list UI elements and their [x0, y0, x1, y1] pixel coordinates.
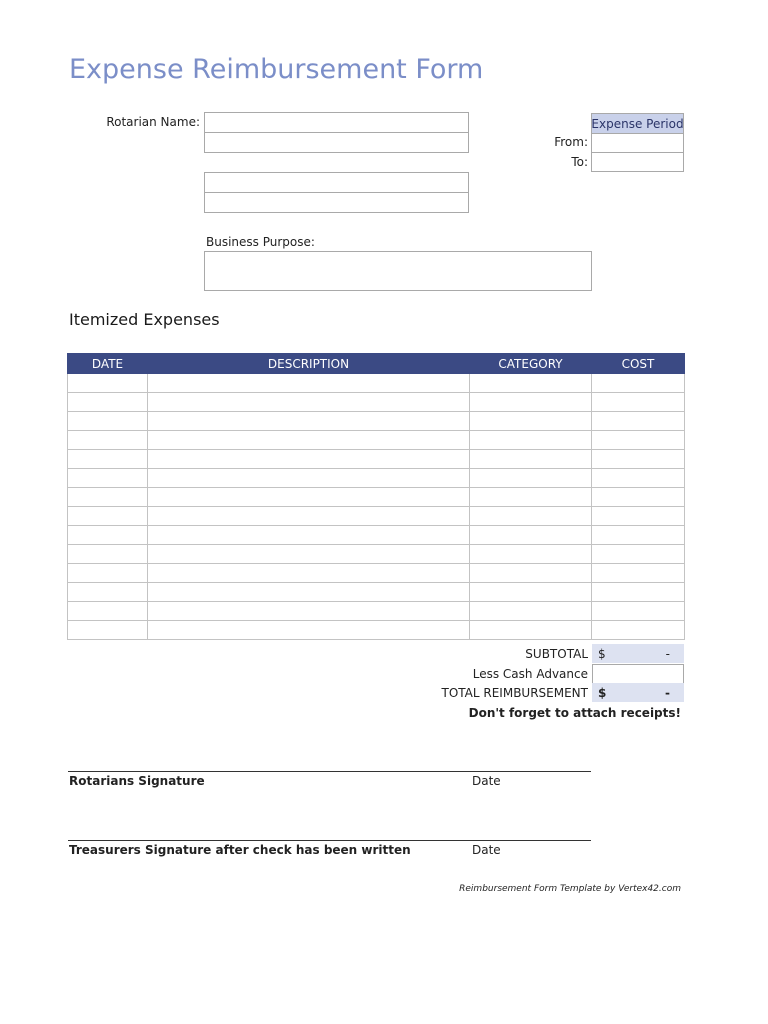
cost-cell[interactable] — [592, 431, 685, 450]
cost-cell[interactable] — [592, 450, 685, 469]
business-purpose-label: Business Purpose: — [206, 235, 315, 249]
date-cell[interactable] — [68, 564, 148, 583]
category-cell[interactable] — [470, 564, 592, 583]
column-header-category: CATEGORY — [470, 354, 592, 374]
description-cell[interactable] — [148, 602, 470, 621]
rotarian-signature-label: Rotarians Signature — [69, 774, 205, 788]
treasurer-signature-label: Treasurers Signature after check has been written — [69, 843, 411, 857]
description-cell[interactable] — [148, 583, 470, 602]
table-row — [68, 621, 685, 640]
date-cell[interactable] — [68, 450, 148, 469]
cost-cell[interactable] — [592, 602, 685, 621]
cost-cell[interactable] — [592, 621, 685, 640]
category-cell[interactable] — [470, 545, 592, 564]
cost-cell[interactable] — [592, 488, 685, 507]
date-cell[interactable] — [68, 374, 148, 393]
treasurer-signature-line[interactable] — [68, 840, 591, 841]
date-cell[interactable] — [68, 393, 148, 412]
subtotal-currency: $ — [598, 646, 606, 661]
address-field-2[interactable] — [204, 192, 469, 213]
table-row — [68, 469, 685, 488]
table-row — [68, 507, 685, 526]
category-cell[interactable] — [470, 488, 592, 507]
cost-cell[interactable] — [592, 393, 685, 412]
description-cell[interactable] — [148, 545, 470, 564]
date-cell[interactable] — [68, 431, 148, 450]
table-row — [68, 488, 685, 507]
column-header-date: DATE — [68, 354, 148, 374]
date-cell[interactable] — [68, 488, 148, 507]
itemized-expenses-table — [67, 353, 685, 640]
category-cell[interactable] — [470, 431, 592, 450]
table-row — [68, 374, 685, 393]
period-to-field[interactable] — [591, 152, 684, 172]
form-title: Expense Reimbursement Form — [69, 54, 484, 85]
category-cell[interactable] — [470, 621, 592, 640]
total-reimbursement-value — [592, 683, 684, 702]
rotarian-name-field-1[interactable] — [204, 112, 469, 133]
date-cell[interactable] — [68, 583, 148, 602]
date-cell[interactable] — [68, 469, 148, 488]
category-cell[interactable] — [470, 507, 592, 526]
description-cell[interactable] — [148, 526, 470, 545]
column-header-cost: COST — [592, 354, 685, 374]
description-cell[interactable] — [148, 507, 470, 526]
column-header-description: DESCRIPTION — [148, 354, 470, 374]
description-cell[interactable] — [148, 564, 470, 583]
cost-cell[interactable] — [592, 545, 685, 564]
expense-period-heading: Expense Period — [591, 113, 684, 134]
cost-cell[interactable] — [592, 564, 685, 583]
treasurer-date-label: Date — [472, 843, 501, 857]
footer-credit: Reimbursement Form Template by Vertex42.com — [459, 884, 681, 894]
rotarian-name-label: Rotarian Name: — [106, 115, 200, 129]
address-field-1[interactable] — [204, 172, 469, 193]
date-cell[interactable] — [68, 412, 148, 431]
description-cell[interactable] — [148, 450, 470, 469]
category-cell[interactable] — [470, 469, 592, 488]
rotarian-name-field-2[interactable] — [204, 132, 469, 153]
category-cell[interactable] — [470, 526, 592, 545]
table-row — [68, 564, 685, 583]
table-row — [68, 431, 685, 450]
from-label: From: — [554, 135, 588, 149]
category-cell[interactable] — [470, 450, 592, 469]
receipts-reminder: Don't forget to attach receipts! — [468, 706, 681, 720]
total-reimbursement-label: TOTAL REIMBURSEMENT — [441, 686, 588, 700]
cost-cell[interactable] — [592, 412, 685, 431]
table-row — [68, 450, 685, 469]
category-cell[interactable] — [470, 583, 592, 602]
cost-cell[interactable] — [592, 526, 685, 545]
description-cell[interactable] — [148, 374, 470, 393]
date-cell[interactable] — [68, 602, 148, 621]
rotarian-signature-line[interactable] — [68, 771, 591, 772]
date-cell[interactable] — [68, 621, 148, 640]
description-cell[interactable] — [148, 469, 470, 488]
description-cell[interactable] — [148, 431, 470, 450]
table-row — [68, 602, 685, 621]
table-row — [68, 545, 685, 564]
period-from-field[interactable] — [591, 133, 684, 153]
description-cell[interactable] — [148, 621, 470, 640]
category-cell[interactable] — [470, 393, 592, 412]
table-row — [68, 393, 685, 412]
category-cell[interactable] — [470, 374, 592, 393]
total-amount: - — [665, 685, 670, 700]
description-cell[interactable] — [148, 412, 470, 431]
itemized-expenses-heading: Itemized Expenses — [69, 310, 220, 329]
subtotal-label: SUBTOTAL — [525, 647, 588, 661]
date-cell[interactable] — [68, 526, 148, 545]
cost-cell[interactable] — [592, 374, 685, 393]
cost-cell[interactable] — [592, 469, 685, 488]
date-cell[interactable] — [68, 507, 148, 526]
table-row — [68, 526, 685, 545]
description-cell[interactable] — [148, 393, 470, 412]
total-currency: $ — [598, 685, 607, 700]
table-header-row — [68, 354, 685, 374]
cash-advance-label: Less Cash Advance — [472, 667, 588, 681]
subtotal-value — [592, 644, 684, 663]
date-cell[interactable] — [68, 545, 148, 564]
table-row — [68, 412, 685, 431]
cost-cell[interactable] — [592, 507, 685, 526]
rotarian-date-label: Date — [472, 774, 501, 788]
category-cell[interactable] — [470, 412, 592, 431]
subtotal-amount: - — [665, 646, 670, 661]
to-label: To: — [571, 155, 588, 169]
table-row — [68, 583, 685, 602]
category-cell[interactable] — [470, 602, 592, 621]
cash-advance-field[interactable] — [592, 664, 684, 684]
business-purpose-field[interactable] — [204, 251, 592, 291]
cost-cell[interactable] — [592, 583, 685, 602]
description-cell[interactable] — [148, 488, 470, 507]
